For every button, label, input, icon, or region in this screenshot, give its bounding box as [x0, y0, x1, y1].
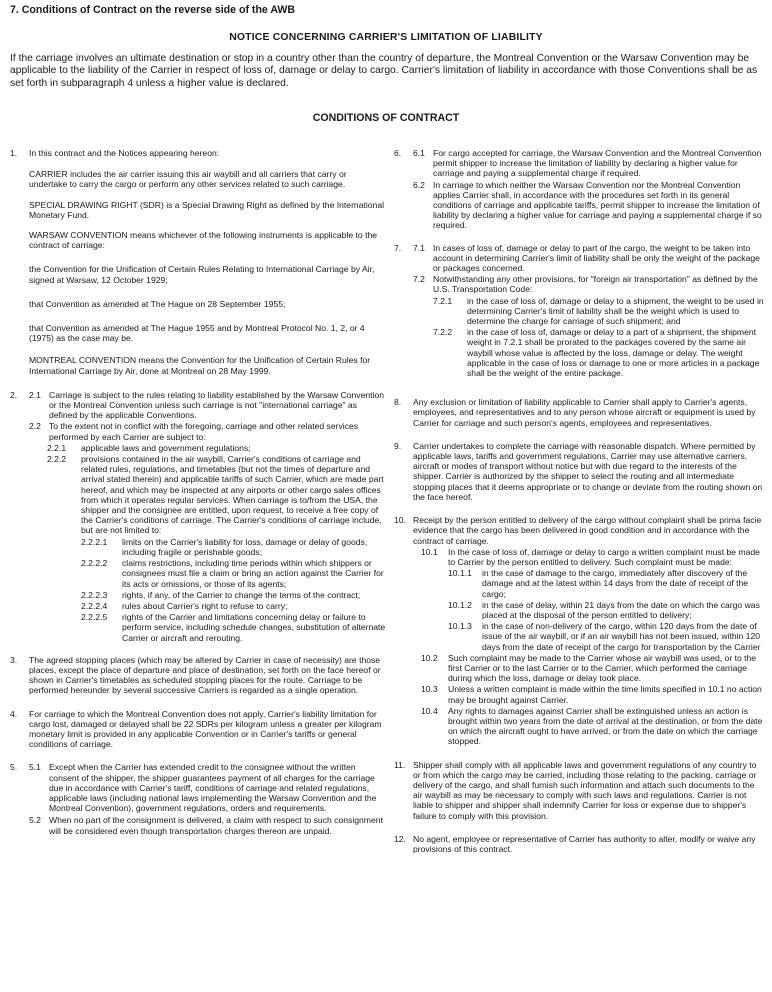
subclause-text: in the case of loss of, damage or delay to a shipment, the weight to be used in determining Carrier's limit of liability shall be the weight which is used to determine the charge for carriage of such shipment; and [467, 295, 764, 327]
subclause-7-1 [413, 243, 764, 274]
subclause-6-1 [413, 148, 764, 179]
definition-montreal: MONTREAL CONVENTION means the Convention for the Unification of Certain Rules for International Carriage by Air, done at Montreal on 28 May 1999. [29, 355, 371, 376]
subclause-number: 7.2 [413, 274, 425, 285]
subclause-7-2-1 [433, 296, 764, 327]
subclause-text: claims restrictions, including time periods within which shippers or consignees must file a claim or bring an action against the Carrier for its acts or omissions, or those of its agents; [122, 558, 384, 589]
subclause-text: To the extent not in conflict with the foregoing, carriage and other related services performed by each Carrier are subject to: [49, 421, 359, 442]
subclause-10-2 [421, 653, 764, 684]
subclause-10-1-3 [448, 621, 764, 652]
definition-sdr: SPECIAL DRAWING RIGHT (SDR) is a Special Drawing Right as defined by the International Monetary Fund. [29, 199, 385, 220]
subclause-2-2-2-3 [81, 590, 386, 600]
conditions-title: CONDITIONS OF CONTRACT [312, 112, 460, 124]
subclause-text: rights of the Carrier and limitations concerning delay or failure to perform service, including schedule changes, substitution of alternate Carrier or aircraft and rerouting. [122, 612, 386, 643]
clause-intro: In this contract and the Notices appearing hereon: [29, 148, 220, 158]
subclause-text: Such complaint may be made to the Carrier whose air waybill was used, or to the first Carrier or to the last Carrier or to the Carrier, which performed the carriage during which the loss, damage or delay took place. [448, 652, 757, 684]
clause-1 [10, 148, 386, 376]
clause-number: 2. [10, 389, 18, 400]
subclause-number: 10.1 [421, 546, 438, 557]
clause-number: 11. [394, 759, 406, 770]
subclause-2-2-2-4 [81, 601, 386, 611]
subclause-text: provisions contained in the air waybill, Carrier's conditions of carriage and related rules, regulations, and timetables (but not the times of departure and arrival stated therein) and applicable tariffs of such Carrier, which are made part hereof, and which may be inspected at any airports or other cargo sales offices from which it operates regular services. When carriage is to/from the USA, the shipper and the consignee are entitled, upon request, to receive a free copy of the Carrier's conditions of carriage. The Carrier's conditions of carriage include, but are not limited to: [81, 454, 384, 536]
subclause-text: in the case of delay, within 21 days from the date on which the cargo was placed at the disposal of the person entitled to delivery; [482, 599, 760, 620]
clause-6 [394, 148, 764, 231]
subclause-number: 7.2.1 [433, 295, 453, 306]
clause-intro: Receipt by the person entitled to delivery of the cargo without complaint shall be prima facie evidence that the cargo has been delivered in good condition and in accordance with the contract of carriage. [413, 515, 762, 546]
subclause-number: 7.1 [413, 242, 425, 253]
clause-text: The agreed stopping places (which may be altered by Carrier in case of necessity) are those places, except the place of departure and place of destination, set forth on the face hereof or shown in Carrier's timetables as scheduled stopping places for the route. Carriage to be performed hereunder by several successive Carriers is regarded as a single operation. [29, 654, 381, 696]
subclause-number: 2.2.2.2 [81, 558, 108, 569]
subclause-text: Notwithstanding any other provisions, for "foreign air transportation" as defined by the U.S. Transportation Code: [433, 274, 758, 295]
clause-10 [394, 515, 764, 746]
subclause-10-1-2 [448, 600, 764, 620]
left-column [10, 148, 386, 837]
subclause-text: In the case of loss of, damage or delay to cargo a written complaint must be made to Carrier by the person entitled to delivery. Such complaint must be made: [448, 546, 760, 567]
subclause-number: 10.4 [421, 705, 438, 716]
clause-9 [394, 441, 764, 502]
clause-text: Any exclusion or limitation of liability applicable to Carrier shall apply to Carrier's agents, employees, and representatives and to any person whose aircraft or equipment is used by Carrier for carriage and such person's agents, employees and representatives. [413, 397, 756, 428]
subclause-7-2-2 [433, 327, 764, 378]
clause-number: 1. [10, 148, 18, 158]
subclause-number: 10.2 [421, 652, 438, 663]
subclause-text: rights, if any, of the Carrier to change the terms of the contract; [122, 589, 361, 600]
clause-2 [10, 390, 386, 643]
subclause-number: 2.2.2 [47, 454, 67, 465]
notice-body: If the carriage involves an ultimate destination or stop in a country other than the country of departure, the Montreal Convention or the Warsaw Convention may be applicable to the liability of the Carrier in respect of loss of, damage or delay to cargo. Carrier's limitation of liability in accordance with those Conventions shall be as set forth in subparagraph 4 unless a higher value is declared. [10, 53, 758, 89]
definition-carrier: CARRIER includes the air carrier issuing this air waybill and all carriers that carry or undertake to carry the cargo or perform any other services related to such carriage. [29, 169, 347, 190]
subclause-text: in the case of damage to the cargo, immediately after discovery of the damage and at the latest within 14 days from the date of receipt of the cargo; [482, 568, 749, 599]
subclause-number: 5.2 [29, 815, 41, 826]
clause-text: Shipper shall comply with all applicable laws and government regulations of any country to or from which the cargo may be carried, including those relating to the packing, carriage or delivery of the cargo, and shall furnish such information and attach such documents to the air waybill as may be necessary to comply with such laws and regulations. Carrier is not liable to shipper and shipper shall indemnify Carrier for loss or expense due to shipper's failure to comply with this provision. [413, 759, 757, 821]
subclause-2-1 [29, 390, 386, 421]
subclause-2-2-2-1 [81, 537, 386, 557]
right-column [394, 148, 764, 854]
clause-number: 5. [10, 762, 18, 773]
subclause-10-4 [421, 706, 764, 747]
clause-text: Carrier undertakes to complete the carriage with reasonable dispatch. Where permitted by applicable laws, tariffs and government regulations, Carrier may use alternative carriers, aircraft or modes of transport without notice but with due regard to the interests of the shipper. Carrier is authorized by the shipper to select the routing and all intermediate stopping places that it deems appropriate or to change or deviate from the routing shown on the face hereof. [413, 440, 763, 502]
subclause-text: in the case of loss of, damage or delay to a part of a shipment, the shipment weight in 7.2.1 shall be prorated to the packages covered by the same air waybill whose value is affected by the loss, damage or delay. The weight applicable in the case of loss or damage to one or more articles in a package shall be the weight of the entire package. [467, 327, 760, 379]
subclause-10-1-1 [448, 568, 764, 599]
subclause-text: In cases of loss of, damage or delay to part of the cargo, the weight to be taken into account in determining Carrier's limit of liability shall be only the weight of the package or packages concerned. [433, 242, 760, 274]
subclause-10-3 [421, 684, 764, 704]
subclause-text: Carriage is subject to the rules relating to liability established by the Warsaw Convention or the Montreal Convention unless such carriage is not "international carriage" as defined by the applicable Conventions. [49, 389, 385, 421]
clause-number: 10. [394, 515, 406, 526]
clause-3 [10, 655, 386, 696]
subclause-text: applicable laws and government regulations; [81, 442, 251, 453]
subclause-number: 6.1 [413, 148, 425, 158]
subclause-number: 2.2 [29, 421, 41, 432]
clause-12 [394, 834, 764, 854]
clause-text: For carriage to which the Montreal Convention does not apply, Carrier's liability limitation for cargo lost, damaged or delayed shall be 22 SDRs per kilogram unless a greater per kilogram monetary limit is provided in any applicable Convention or in Carrier's tariffs or general conditions of carriage. [29, 708, 382, 750]
subclause-2-2 [29, 421, 386, 441]
definition-warsaw: WARSAW CONVENTION means whichever of the following instruments is applicable to the contract of carriage: [29, 230, 378, 251]
clause-number: 8. [394, 397, 402, 408]
subclause-text: For cargo accepted for carriage, the Warsaw Convention and the Montreal Convention permit shipper to increase the limitation of liability by declaring a higher value for carriage and paying a supplemental charge if required. [433, 148, 762, 179]
clause-number: 3. [10, 654, 18, 665]
subclause-5-1 [29, 762, 386, 813]
subclause-2-2-2-5 [81, 612, 386, 643]
clause-11 [394, 760, 764, 821]
subclause-text: Unless a written complaint is made within the time limits specified in 10.1 no action may be brought against Carrier. [448, 684, 762, 705]
warsaw-instrument-1975: that Convention as amended at The Hague 1955 and by Montreal Protocol No. 1, 2, or 4 (1975) as the case may be. [29, 323, 365, 344]
subclause-number: 5.1 [29, 762, 41, 773]
warsaw-instrument-1955: that Convention as amended at The Hague on 28 September 1955; [29, 298, 286, 309]
subclause-number: 2.2.2.1 [81, 536, 108, 547]
subclause-text: When no part of the consignment is delivered, a claim with respect to such consignment will be considered even though transportation charges thereon are unpaid. [49, 815, 383, 836]
subclause-2-2-1 [47, 443, 386, 453]
subclause-text: in the case of non-delivery of the cargo, within 120 days from the date of issue of the air waybill, or if an air waybill has not been issued, within 120 days from the date of receipt of the cargo for transportation by the Carrier [482, 621, 761, 652]
subclause-text: In carriage to which neither the Warsaw Convention nor the Montreal Convention applies Carrier shall, in accordance with the procedures set forth in its general conditions of carriage and applicable tariffs, permit shipper to increase the limitation of liability by declaring a higher value for carriage and paying a supplemental charge if so required. [433, 179, 762, 231]
subclause-text: Except when the Carrier has extended credit to the consignee without the written consent of the shipper, the shipper guarantees payment of all charges for the carriage due in accordance with Carrier's tariff, conditions of carriage and related regulations, applicable laws (including national laws implementing the Warsaw Convention and the Montreal Convention), government regulations, orders and requirements. [49, 762, 377, 814]
clause-7 [394, 243, 764, 379]
subclause-number: 10.1.1 [448, 568, 472, 579]
subclause-number: 10.1.3 [448, 621, 472, 632]
subclause-7-2 [413, 274, 764, 294]
subclause-text: limits on the Carrier's liability for loss, damage or delay of goods, including fragile or perishable goods; [122, 536, 368, 557]
notice-title: NOTICE CONCERNING CARRIER'S LIMITATION OF LIABILITY [229, 32, 543, 43]
subclause-number: 2.1 [29, 389, 41, 400]
clause-number: 9. [394, 440, 402, 451]
subclause-text: Any rights to damages against Carrier shall be extinguished unless an action is brought within two years from the date of arrival at the destination, or from the date on which the aircraft ought to have arrived, or from the date on which the carriage stopped. [448, 705, 763, 747]
clause-4 [10, 709, 386, 750]
subclause-10-1 [421, 547, 764, 567]
subclause-number: 2.2.1 [47, 442, 67, 453]
clause-5 [10, 762, 386, 835]
warsaw-instrument-1929: the Convention for the Unification of Certain Rules Relating to International Carriage by Air, signed at Warsaw, 12 October 1929; [29, 264, 375, 285]
subclause-number: 7.2.2 [433, 327, 453, 338]
clause-number: 12. [394, 833, 406, 844]
subclause-number: 10.1.2 [448, 599, 472, 610]
subclause-5-2 [29, 815, 386, 835]
subclause-number: 2.2.2.4 [81, 600, 108, 611]
clause-8 [394, 397, 764, 428]
subclause-number: 2.2.2.3 [81, 589, 108, 600]
clause-number: 4. [10, 708, 18, 719]
clause-number: 6. [394, 148, 402, 158]
subclause-text: rules about Carrier's right to refuse to carry; [122, 600, 288, 611]
clause-number: 7. [394, 242, 402, 253]
subclause-number: 6.2 [413, 179, 425, 190]
section-heading: 7. Conditions of Contract on the reverse side of the AWB [10, 4, 296, 16]
subclause-number: 10.3 [421, 684, 438, 695]
subclause-2-2-2-2 [81, 558, 386, 589]
subclause-2-2-2 [47, 454, 386, 536]
subclause-number: 2.2.2.5 [81, 612, 108, 623]
clause-text: No agent, employee or representative of Carrier has authority to alter, modify or waive any provisions of this contract. [413, 833, 756, 854]
subclause-6-2 [413, 180, 764, 231]
